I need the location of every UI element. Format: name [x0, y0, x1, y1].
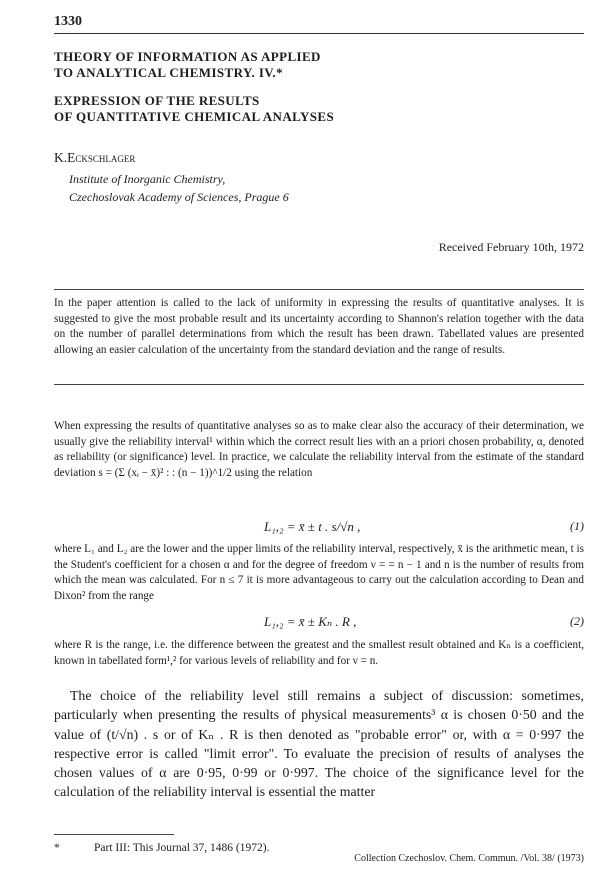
- affiliation: [69, 171, 289, 206]
- title-line-2: TO ANALYTICAL CHEMISTRY. IV.*: [54, 65, 283, 80]
- affiliation-line-2: Czechoslovak Academy of Sciences, Prague 6: [69, 189, 289, 204]
- abstract-top-rule: [54, 289, 584, 290]
- equation-1: [54, 519, 584, 537]
- title-line-1: THEORY OF INFORMATION AS APPLIED: [54, 49, 321, 64]
- page-number: 1330: [54, 14, 82, 29]
- footnote-text: Part III: This Journal 37, 1486 (1972).: [94, 842, 270, 854]
- equation-2-number: (2): [570, 614, 584, 628]
- equation-1-number: (1): [570, 519, 584, 533]
- paper-title: [54, 49, 321, 81]
- abstract: In the paper attention is called to the lack of uniformity in expressing the results of quantitative analyses. It is suggested to give the most probable result and its uncertainty according to Shannon's relation together with the data on the number of parallel determinations from which the result has been drawn. Tabellated values are presented allowing an easier calculation of the uncertainty from the standard deviation and the range of results.: [54, 297, 584, 356]
- abstract-bottom-rule: [54, 384, 584, 385]
- equation-1-expression: L₁,₂ = x̄ ± t . s/√n ,: [264, 519, 361, 534]
- footnote-mark: *: [54, 842, 60, 854]
- footnote: [54, 842, 269, 854]
- body-paragraph-1: When expressing the results of quantitative analyses so as to make clear also the accuracy of their determination, we usually give the reliability interval¹ within which the correct result lies with an a priori chosen probability, α, denoted as reliability (or significance) level. In practice, we calculate the reliability interval from the estimate of the standard deviation s = (Σ (xᵢ − x̄)² : : (n − 1))^1/2 using the relation: [54, 420, 584, 479]
- author-name: K.Eckschlager: [54, 150, 136, 165]
- body-paragraph-3: where R is the range, i.e. the difference between the greatest and the smallest result obtained and Kₙ is a coefficient, known in tabellated form¹,² for various levels of reliability and for ν = n.: [54, 639, 584, 667]
- paper-subtitle: [54, 93, 334, 125]
- running-footer: Collection Czechoslov. Chem. Commun. /Vol. 38/ (1973): [354, 853, 584, 864]
- received-date: Received February 10th, 1972: [438, 240, 584, 254]
- subtitle-line-2: OF QUANTITATIVE CHEMICAL ANALYSES: [54, 109, 335, 124]
- equation-2: [54, 614, 584, 632]
- footnote-rule: [54, 834, 174, 835]
- body-paragraph-4: The choice of the reliability level still remains a subject of discussion: sometimes, particularly when presenting the results of physical measurements³ α is chosen 0·50 and the value of (t/√n) . s or of Kₙ . R is then denoted as "probable error" or, with α = 0·997 the respective error is called "limit error". To evaluate the precision of results of analyses the chosen values of α are 0·95, 0·99 or 0·997. The choice of the significance level for the calculation of the reliability interval is essential the matter: [54, 688, 584, 800]
- body-paragraph-2: where L₁ and L₂ are the lower and the upper limits of the reliability interval, respectively, x̄ is the arithmetic mean, t is the Student's coefficient for a chosen α and for the degree of freedom ν = = n − 1 and n is the number of results from which the mean was calculated. For n ≤ 7 it is more advantageous to carry out the calculation according to Dean and Dixon² from the range: [54, 543, 584, 602]
- subtitle-line-1: EXPRESSION OF THE RESULTS: [54, 93, 260, 108]
- affiliation-line-1: Institute of Inorganic Chemistry,: [69, 172, 226, 186]
- equation-2-expression: L₁,₂ = x̄ ± Kₙ . R ,: [264, 614, 357, 629]
- header-rule: [54, 33, 584, 34]
